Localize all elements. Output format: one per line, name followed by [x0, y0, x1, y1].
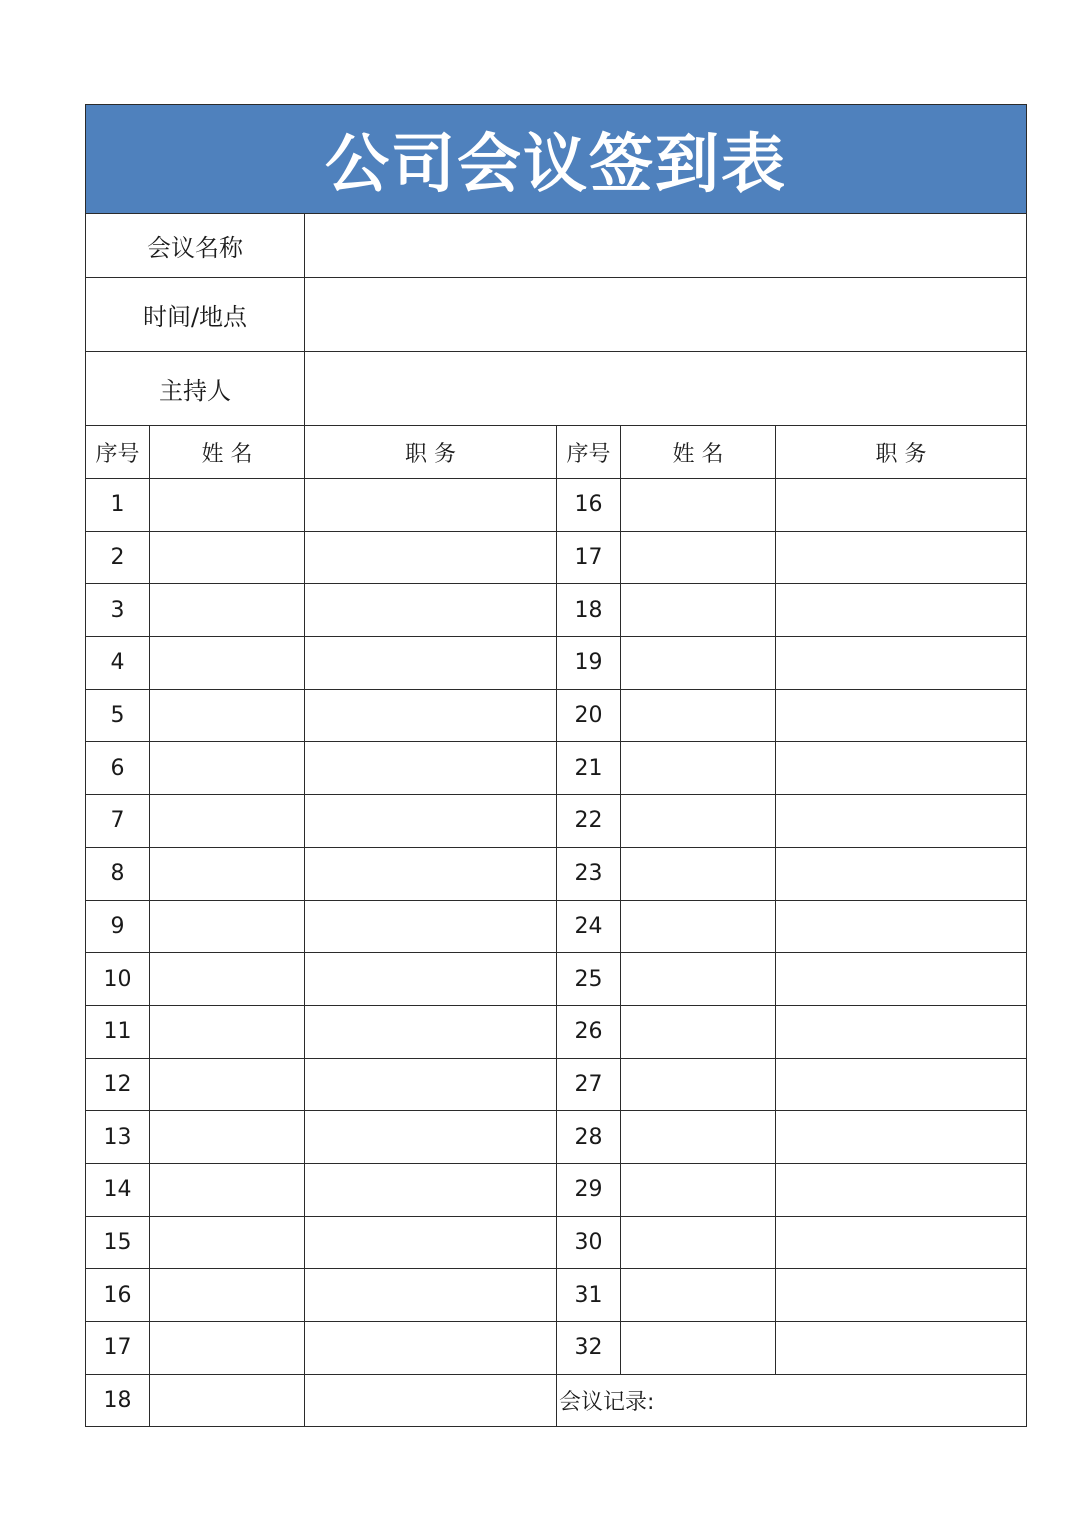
- position-cell[interactable]: [305, 742, 557, 795]
- name-cell[interactable]: [150, 531, 305, 584]
- seq-cell: 15: [86, 1216, 150, 1269]
- position-cell[interactable]: [776, 1058, 1027, 1111]
- position-cell[interactable]: [305, 1322, 557, 1375]
- seq-cell: 29: [557, 1163, 621, 1216]
- seq-cell: 32: [557, 1322, 621, 1375]
- host-label: 主持人: [86, 352, 305, 426]
- seq-cell: 26: [557, 1005, 621, 1058]
- position-cell[interactable]: [776, 795, 1027, 848]
- seq-cell: 19: [557, 637, 621, 690]
- header-name-right: 姓 名: [621, 426, 776, 479]
- name-cell[interactable]: [150, 637, 305, 690]
- position-cell[interactable]: [776, 1005, 1027, 1058]
- table-row: [86, 1322, 1027, 1375]
- position-cell[interactable]: [776, 1322, 1027, 1375]
- name-cell[interactable]: [150, 1005, 305, 1058]
- position-cell[interactable]: [305, 953, 557, 1006]
- seq-cell: 13: [86, 1111, 150, 1164]
- seq-cell: 14: [86, 1163, 150, 1216]
- name-cell[interactable]: [150, 1058, 305, 1111]
- header-position-left: 职 务: [305, 426, 557, 479]
- position-cell[interactable]: [776, 1163, 1027, 1216]
- name-cell[interactable]: [621, 1216, 776, 1269]
- name-cell[interactable]: [621, 1163, 776, 1216]
- position-cell[interactable]: [305, 1216, 557, 1269]
- position-cell[interactable]: [776, 1216, 1027, 1269]
- table-row: [86, 847, 1027, 900]
- name-cell[interactable]: [150, 900, 305, 953]
- seq-cell: 24: [557, 900, 621, 953]
- seq-cell: 7: [86, 795, 150, 848]
- name-cell[interactable]: [150, 742, 305, 795]
- seq-cell: 27: [557, 1058, 621, 1111]
- position-cell[interactable]: [305, 479, 557, 532]
- seq-cell: 4: [86, 637, 150, 690]
- table-row: [86, 531, 1027, 584]
- header-position-right: 职 务: [776, 426, 1027, 479]
- name-cell[interactable]: [621, 479, 776, 532]
- seq-cell: 5: [86, 689, 150, 742]
- name-cell[interactable]: [150, 795, 305, 848]
- position-cell[interactable]: [776, 637, 1027, 690]
- name-cell[interactable]: [621, 742, 776, 795]
- name-cell[interactable]: [150, 1111, 305, 1164]
- name-cell[interactable]: [150, 1322, 305, 1375]
- table-row: [86, 1163, 1027, 1216]
- seq-cell: 18: [557, 584, 621, 637]
- seq-cell: 22: [557, 795, 621, 848]
- position-cell[interactable]: [776, 584, 1027, 637]
- seq-cell: 10: [86, 953, 150, 1006]
- table-row: [86, 742, 1027, 795]
- seq-cell: 23: [557, 847, 621, 900]
- name-cell[interactable]: [621, 1005, 776, 1058]
- seq-cell: 28: [557, 1111, 621, 1164]
- position-cell[interactable]: [776, 847, 1027, 900]
- position-cell[interactable]: [305, 1163, 557, 1216]
- position-cell[interactable]: [305, 1111, 557, 1164]
- name-cell[interactable]: [150, 953, 305, 1006]
- meeting-name-label: 会议名称: [86, 214, 305, 278]
- name-cell[interactable]: [621, 637, 776, 690]
- seq-cell: 3: [86, 584, 150, 637]
- seq-cell: 30: [557, 1216, 621, 1269]
- header-seq-right: 序号: [557, 426, 621, 479]
- column-header-row: [86, 426, 1027, 479]
- position-cell[interactable]: [776, 479, 1027, 532]
- position-cell[interactable]: [305, 1269, 557, 1322]
- table-row: [86, 900, 1027, 953]
- seq-cell: 11: [86, 1005, 150, 1058]
- title-row: [86, 105, 1027, 214]
- position-cell[interactable]: [776, 689, 1027, 742]
- table-row: [86, 1058, 1027, 1111]
- header-seq-left: 序号: [86, 426, 150, 479]
- seq-cell: 2: [86, 531, 150, 584]
- position-cell[interactable]: [305, 1005, 557, 1058]
- seq-cell: 16: [86, 1269, 150, 1322]
- name-cell[interactable]: [621, 900, 776, 953]
- table-row: [86, 1005, 1027, 1058]
- position-cell[interactable]: [305, 795, 557, 848]
- table-row: [86, 689, 1027, 742]
- position-cell[interactable]: [776, 1111, 1027, 1164]
- header-name-left: 姓 名: [150, 426, 305, 479]
- name-cell[interactable]: [621, 1269, 776, 1322]
- seq-cell: 18: [86, 1374, 150, 1427]
- host-field[interactable]: [305, 352, 1027, 426]
- seq-cell: 20: [557, 689, 621, 742]
- sign-in-sheet: [85, 104, 1027, 1427]
- seq-cell: 31: [557, 1269, 621, 1322]
- position-cell[interactable]: [305, 531, 557, 584]
- position-cell[interactable]: [776, 531, 1027, 584]
- seq-cell: 16: [557, 479, 621, 532]
- name-cell[interactable]: [621, 689, 776, 742]
- position-cell[interactable]: [305, 584, 557, 637]
- name-cell[interactable]: [150, 847, 305, 900]
- time-place-label: 时间/地点: [86, 278, 305, 352]
- position-cell[interactable]: [776, 900, 1027, 953]
- name-cell[interactable]: [621, 847, 776, 900]
- position-cell[interactable]: [305, 1058, 557, 1111]
- table-row: [86, 1111, 1027, 1164]
- name-cell[interactable]: [621, 1058, 776, 1111]
- table-row: [86, 795, 1027, 848]
- position-cell[interactable]: [305, 847, 557, 900]
- name-cell[interactable]: [150, 689, 305, 742]
- seq-cell: 17: [86, 1322, 150, 1375]
- info-row-time-place: [86, 278, 1027, 352]
- seq-cell: 8: [86, 847, 150, 900]
- name-cell[interactable]: [150, 479, 305, 532]
- name-cell[interactable]: [621, 1322, 776, 1375]
- name-cell[interactable]: [621, 584, 776, 637]
- name-cell[interactable]: [621, 953, 776, 1006]
- seq-cell: 17: [557, 531, 621, 584]
- table-row: [86, 1269, 1027, 1322]
- seq-cell: 6: [86, 742, 150, 795]
- table-row: [86, 1216, 1027, 1269]
- position-cell[interactable]: [776, 742, 1027, 795]
- name-cell[interactable]: [621, 531, 776, 584]
- table-row: [86, 479, 1027, 532]
- name-cell[interactable]: [150, 584, 305, 637]
- seq-cell: 9: [86, 900, 150, 953]
- position-cell[interactable]: [305, 1374, 557, 1427]
- position-cell[interactable]: [305, 637, 557, 690]
- meeting-notes-field[interactable]: 会议记录:: [557, 1374, 1027, 1427]
- table-row: [86, 584, 1027, 637]
- name-cell[interactable]: [150, 1269, 305, 1322]
- table-row: [86, 953, 1027, 1006]
- info-row-host: [86, 352, 1027, 426]
- info-row-meeting-name: [86, 214, 1027, 278]
- time-place-field[interactable]: [305, 278, 1027, 352]
- position-cell[interactable]: [305, 900, 557, 953]
- position-cell[interactable]: [776, 1269, 1027, 1322]
- position-cell[interactable]: [305, 689, 557, 742]
- seq-cell: 25: [557, 953, 621, 1006]
- meeting-name-field[interactable]: [305, 214, 1027, 278]
- sheet-title: 公司会议签到表: [86, 105, 1027, 214]
- table-row: [86, 1374, 1027, 1427]
- position-cell[interactable]: [776, 953, 1027, 1006]
- seq-cell: 1: [86, 479, 150, 532]
- seq-cell: 21: [557, 742, 621, 795]
- table-row: [86, 637, 1027, 690]
- name-cell[interactable]: [150, 1216, 305, 1269]
- name-cell[interactable]: [621, 1111, 776, 1164]
- name-cell[interactable]: [150, 1163, 305, 1216]
- name-cell[interactable]: [621, 795, 776, 848]
- name-cell[interactable]: [150, 1374, 305, 1427]
- seq-cell: 12: [86, 1058, 150, 1111]
